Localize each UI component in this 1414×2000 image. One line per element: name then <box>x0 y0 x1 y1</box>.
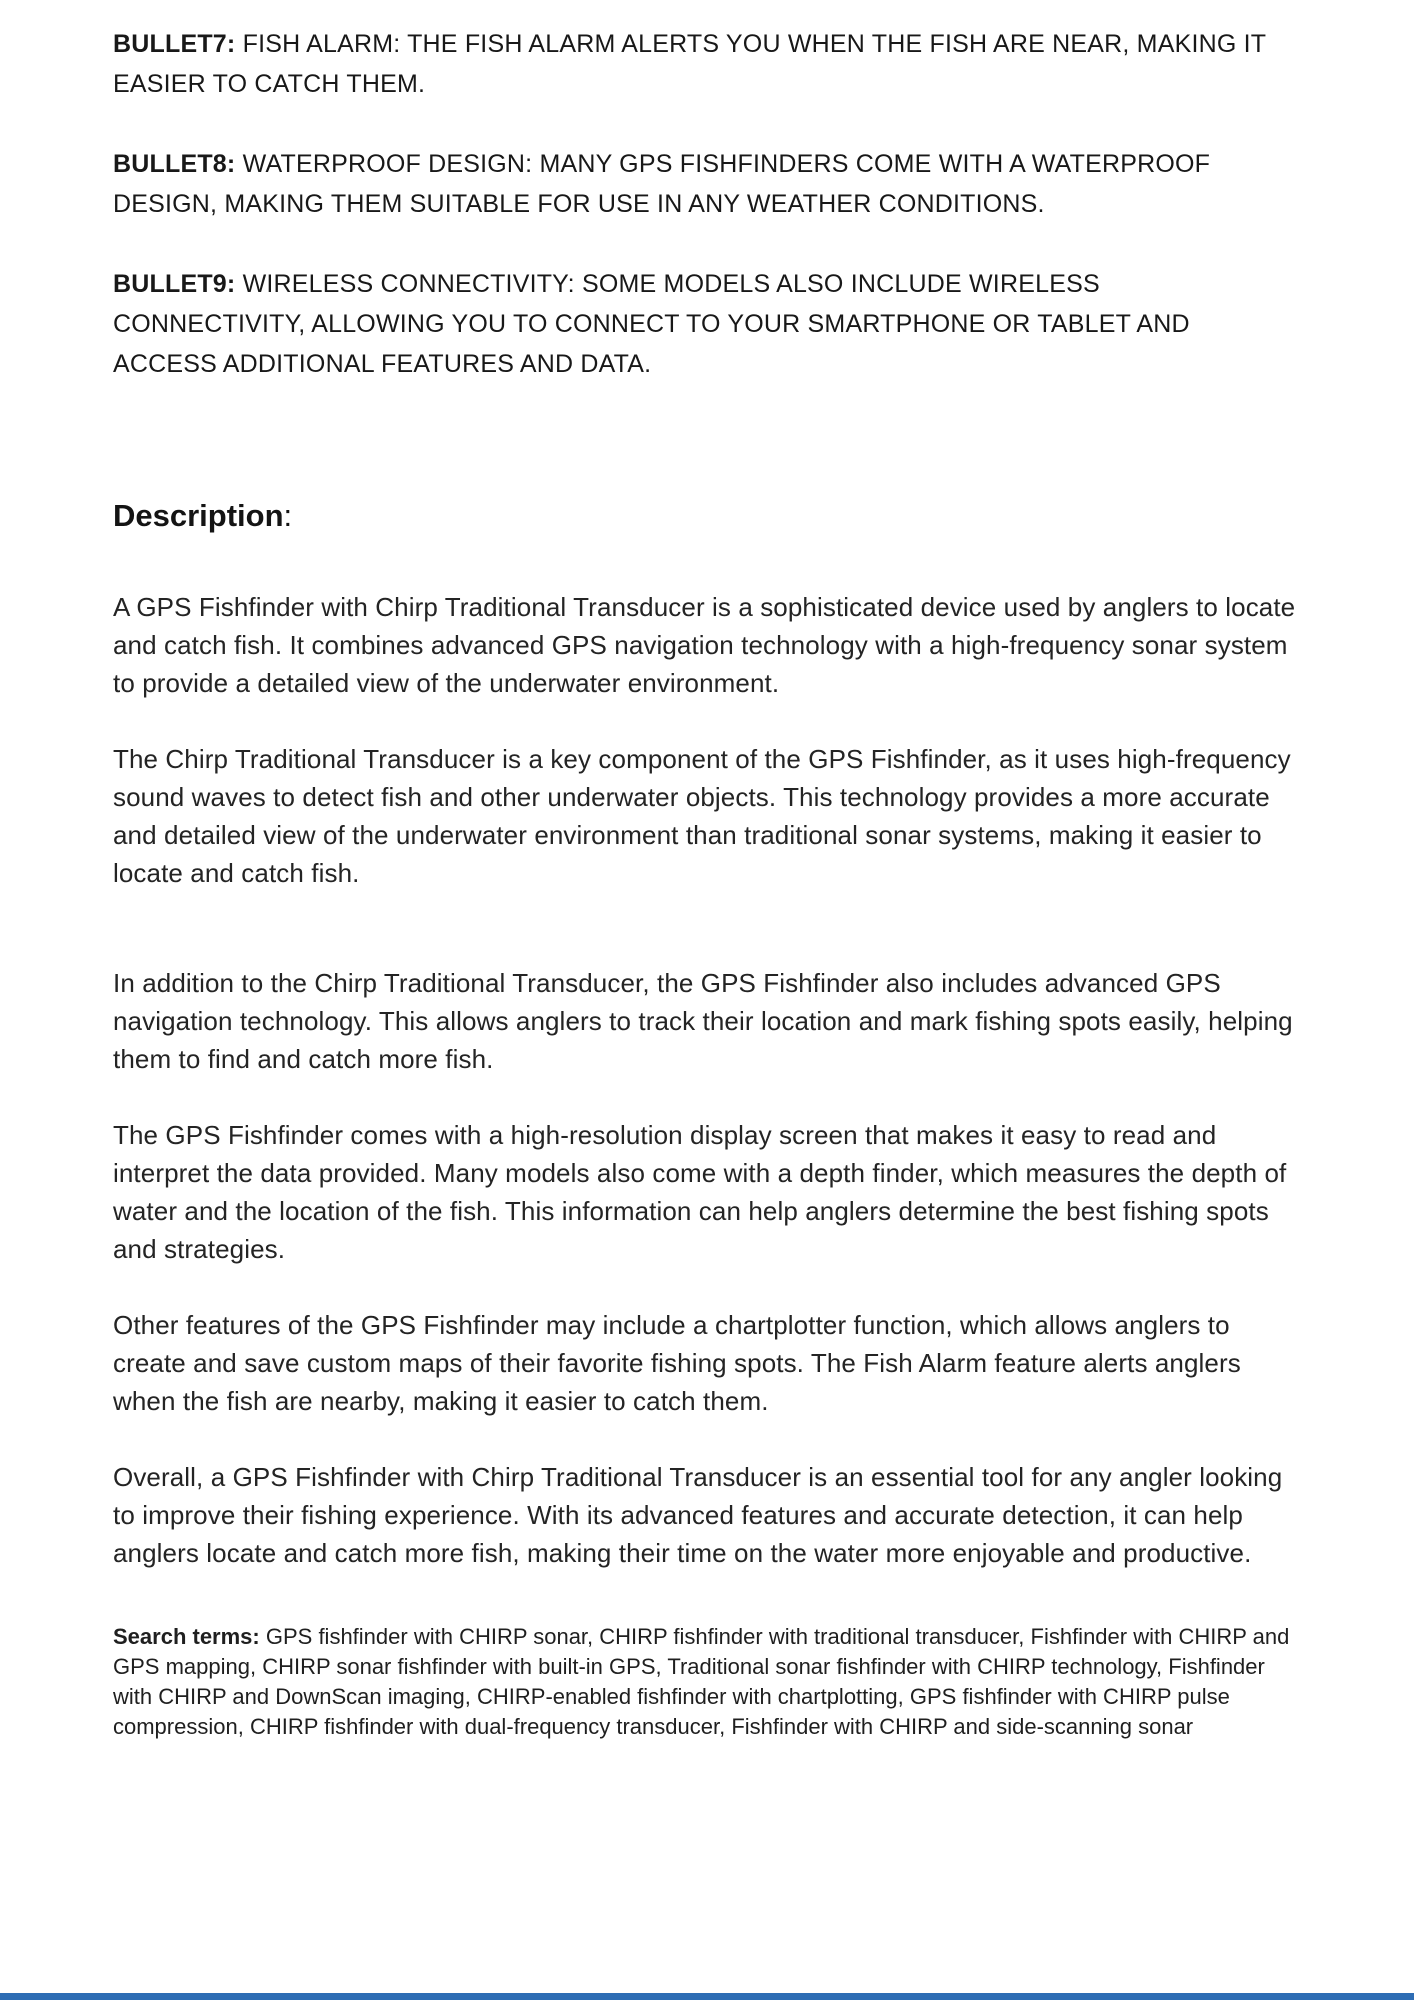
search-terms-label: Search terms: <box>113 1624 260 1649</box>
bullet7-label: BULLET7: <box>113 30 236 58</box>
bullet-item-9 <box>113 264 1299 384</box>
description-paragraph-4: The GPS Fishfinder comes with a high-resolution display screen that makes it easy to read and interpret the data provided. Many models also come with a depth finder, which measures the depth of water and the location of the fish. This information can help anglers determine the best fishing spots and strategies. <box>113 1120 1287 1264</box>
description-paragraph-5: Other features of the GPS Fishfinder may include a chartplotter function, which allows anglers to create and save custom maps of their favorite fishing spots. The Fish Alarm feature alerts anglers when the fish are nearby, making it easier to catch them. <box>113 1310 1241 1416</box>
bullet7-text: FISH ALARM: THE FISH ALARM ALERTS YOU WHEN THE FISH ARE NEAR, MAKING IT EASIER TO CATCH THEM. <box>113 30 1266 98</box>
bullet9-text: WIRELESS CONNECTIVITY: SOME MODELS ALSO INCLUDE WIRELESS CONNECTIVITY, ALLOWING YOU TO CONNECT TO YOUR SMARTPHONE OR TABLET AND ACCESS ADDITIONAL FEATURES AND DATA. <box>113 270 1190 378</box>
bullet8-text: WATERPROOF DESIGN: MANY GPS FISHFINDERS COME WITH A WATERPROOF DESIGN, MAKING THEM SUITABLE FOR USE IN ANY WEATHER CONDITIONS. <box>113 150 1211 218</box>
description-heading-text: Description <box>113 498 284 533</box>
description-paragraph-1: A GPS Fishfinder with Chirp Traditional Transducer is a sophisticated device used by anglers to locate and catch fish. It combines advanced GPS navigation technology with a high-frequency sonar system to provide a detailed view of the underwater environment. <box>113 592 1296 698</box>
bullet-item-8 <box>113 144 1299 224</box>
description-paragraph-2: The Chirp Traditional Transducer is a key component of the GPS Fishfinder, as it uses high-frequency sound waves to detect fish and other underwater objects. This technology provides a more accurate and detailed view of the underwater environment than traditional sonar systems, making it easier to locate and catch fish. <box>113 744 1291 888</box>
footer-accent-bar <box>0 1993 1414 2000</box>
bullet9-label: BULLET9: <box>113 270 236 298</box>
description-paragraph-6: Overall, a GPS Fishfinder with Chirp Traditional Transducer is an essential tool for any angler looking to improve their fishing experience. With its advanced features and accurate detection, it can help anglers locate and catch more fish, making their time on the water more enjoyable and productive. <box>113 1462 1283 1568</box>
search-terms <box>113 1622 1299 1742</box>
bullet-item-7 <box>113 24 1299 104</box>
description-paragraph-3: In addition to the Chirp Traditional Transducer, the GPS Fishfinder also includes advanced GPS navigation technology. This allows anglers to track their location and mark fishing spots easily, helping them to find and catch more fish. <box>113 968 1293 1074</box>
description-heading <box>113 496 1299 536</box>
description-heading-colon: : <box>283 498 293 533</box>
bullet8-label: BULLET8: <box>113 150 236 178</box>
search-terms-text: GPS fishfinder with CHIRP sonar, CHIRP fishfinder with traditional transducer, Fishfinder with CHIRP and GPS mapping, CHIRP sonar fishfinder with built-in GPS, Traditional sonar fishfinder with CHIRP technology, Fishfinder with CHIRP and DownScan imaging, CHIRP-enabled fishfinder with chartplotting, GPS fishfinder with CHIRP pulse compression, CHIRP fishfinder with dual-frequency transducer, Fishfinder with CHIRP and side-scanning sonar <box>113 1624 1290 1739</box>
